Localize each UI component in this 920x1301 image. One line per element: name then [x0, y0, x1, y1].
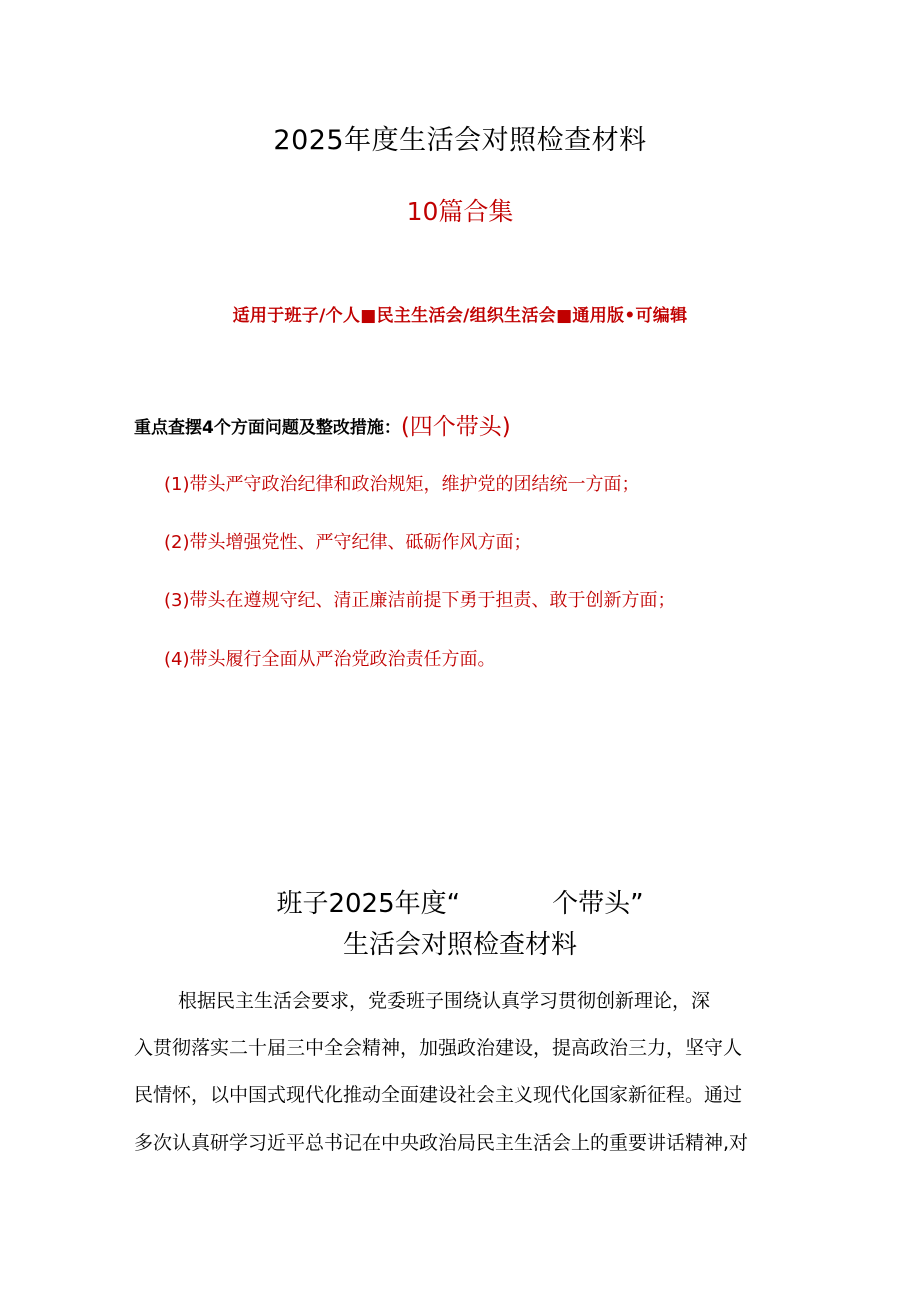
focus-item-4: (4)带头履行全面从严治党政治责任方面。: [164, 649, 496, 670]
focus-item-2: (2)带头增强党性、严守纪律、砥砺作风方面；: [164, 532, 532, 553]
document-title: 2025年度生活会对照检查材料: [273, 125, 647, 156]
focus-item-3: (3)带头在遵规守纪、清正廉洁前提下勇于担责、敢于创新方面；: [164, 590, 676, 611]
body-line-2: 入贯彻落实二十届三中全会精神，加强政治建设，提高政治三力，坚守人: [134, 1037, 743, 1059]
body-line-1: 根据民主生活会要求，党委班子围绕认真学习贯彻创新理论，深: [178, 990, 711, 1012]
applies-to-note: 适用于班子/个人■民主生活会/组织生活会■通用版•可编辑: [232, 306, 688, 326]
focus-label: 重点查摆4个方面问题及整改措施：: [134, 418, 401, 438]
body-line-4: 多次认真研学习近平总书记在中央政治局民主生活会上的重要讲话精神,对: [134, 1132, 749, 1154]
section-title-part-1: 班子2025年度“: [276, 889, 461, 919]
section-title-line-1: [0, 883, 920, 920]
focus-highlight: (四个带头): [400, 414, 511, 440]
focus-heading: [134, 408, 511, 441]
section-title-part-2: 个带头”: [552, 889, 644, 919]
focus-item-1: (1)带头严守政治纪律和政治规矩，维护党的团结统一方面；: [164, 474, 640, 495]
body-line-3: 民情怀，以中国式现代化推动全面建设社会主义现代化国家新征程。通过: [134, 1084, 743, 1106]
document-subtitle: 10篇合集: [406, 197, 514, 226]
section-title-line-2: 生活会对照检查材料: [342, 930, 577, 960]
